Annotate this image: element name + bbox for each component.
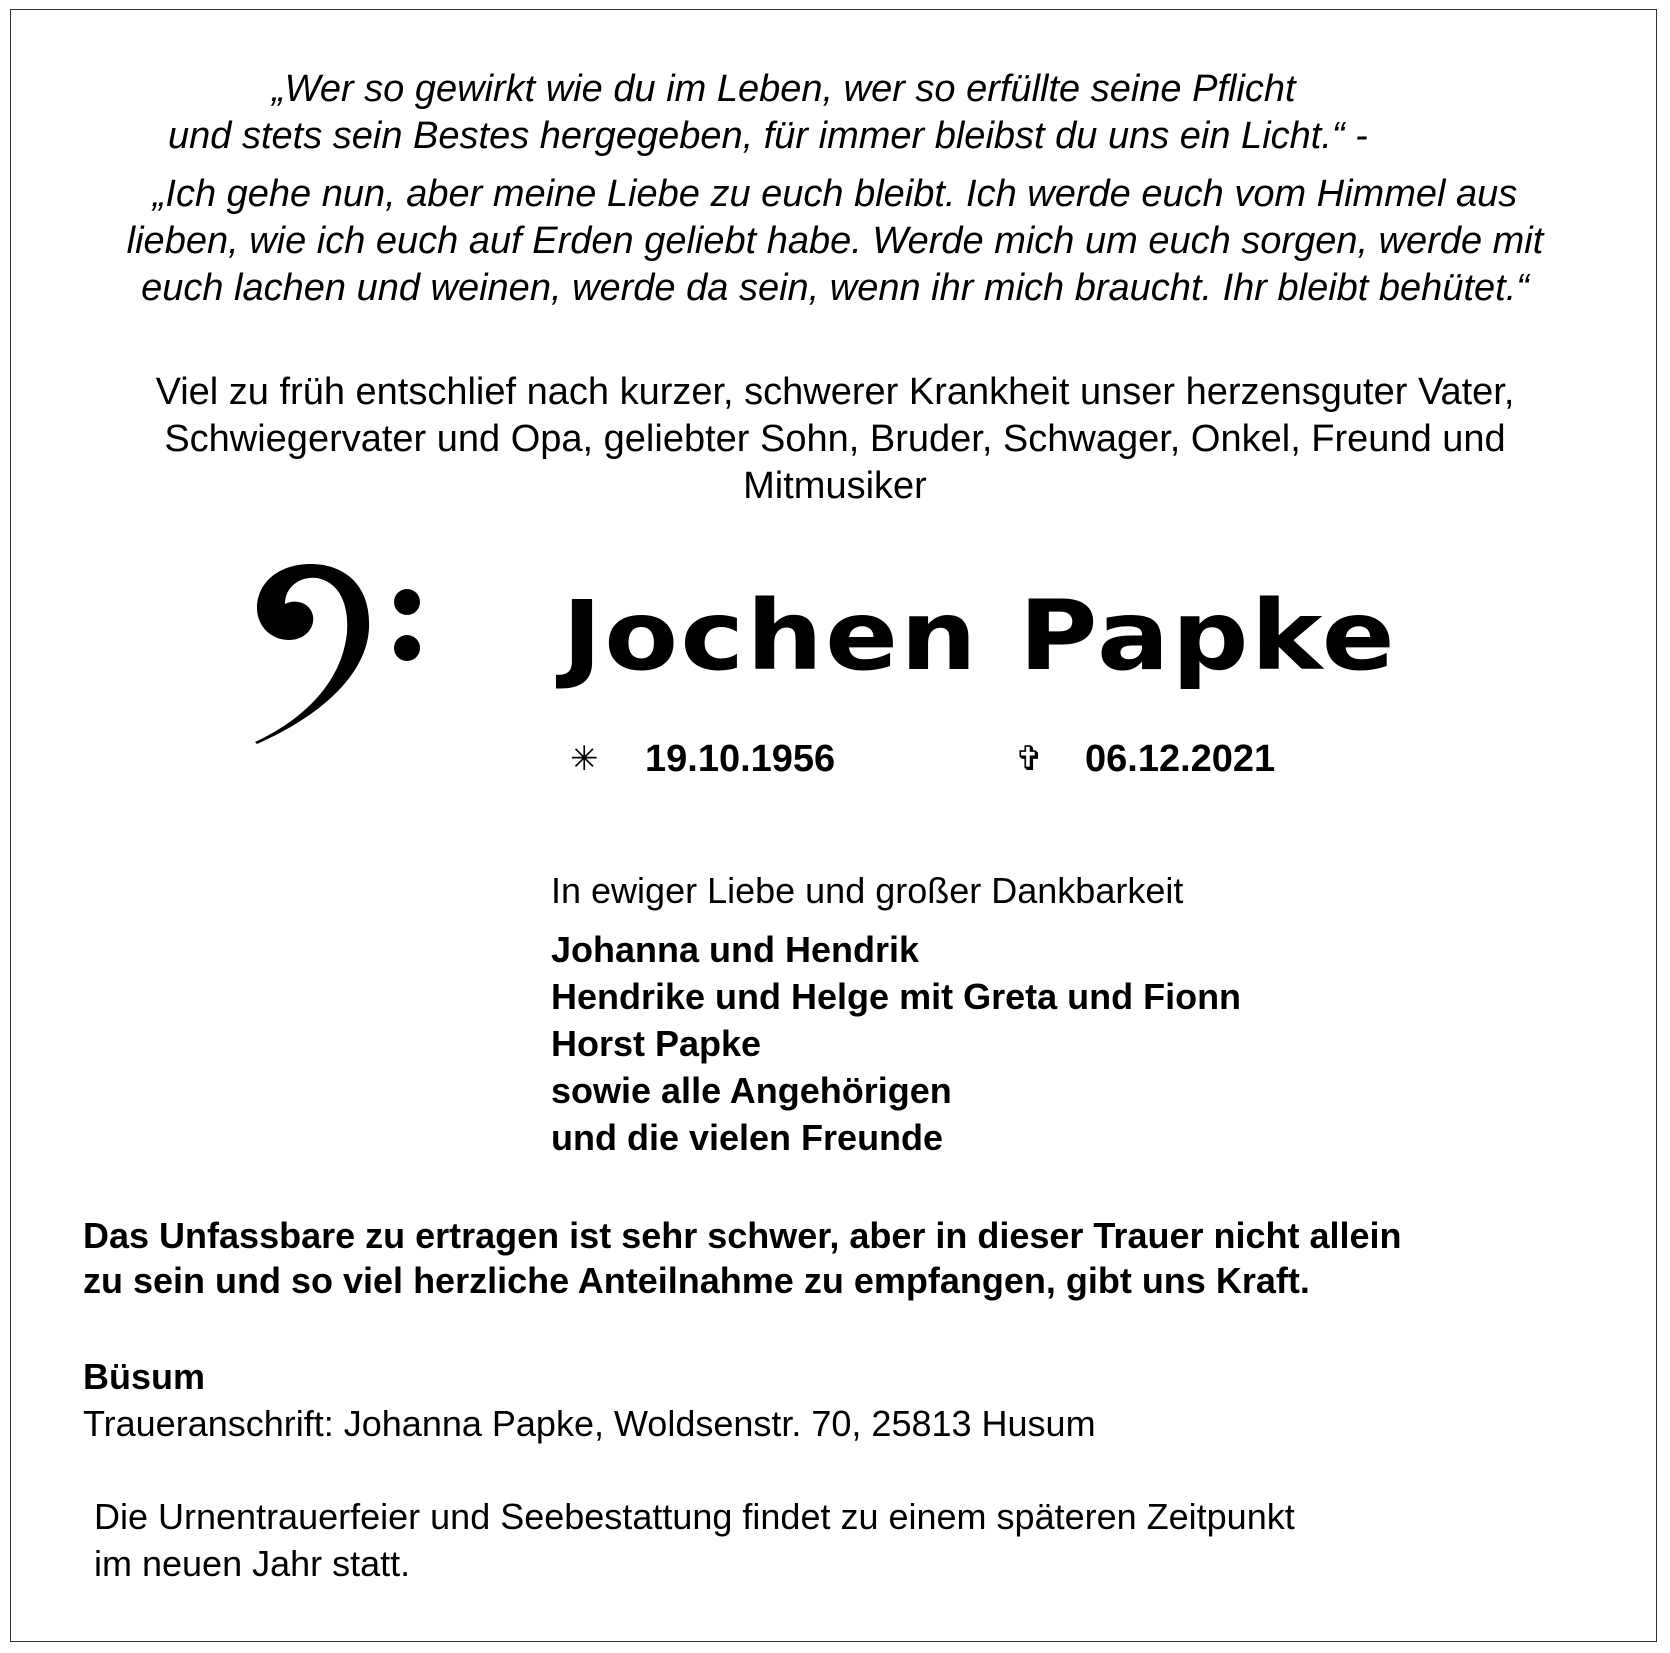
mourners-intro: In ewiger Liebe und großer Dankbarkeit (551, 870, 1184, 911)
location: Büsum (83, 1356, 206, 1397)
quote1-line1: „Wer so gewirkt wie du im Leben, wer so erfüllte seine Pflicht (272, 68, 1296, 110)
mourner-name: Hendrike und Helge mit Greta und Fionn (551, 976, 1242, 1017)
death-cross-icon: ✞ (1015, 740, 1044, 778)
thanks-line2: zu sein und so viel herzliche Anteilnahme zu empfangen, gibt uns Kraft. (83, 1260, 1310, 1301)
intro-line3: Mitmusiker (743, 465, 927, 507)
mourners-list (551, 926, 1241, 1161)
death-date: 06.12.2021 (1085, 738, 1276, 780)
quote1-line2: und stets sein Bestes hergegeben, für immer bleibst du uns ein Licht.“ - (168, 115, 1368, 157)
intro-line2: Schwiegervater und Opa, geliebter Sohn, Bruder, Schwager, Onkel, Freund und (164, 418, 1506, 460)
quote2-line2: lieben, wie ich euch auf Erden geliebt habe. Werde mich um euch sorgen, werde mit (126, 220, 1544, 262)
thanks-line1: Das Unfassbare zu ertragen ist sehr schwer, aber in dieser Trauer nicht allein (83, 1215, 1402, 1256)
quote2-line3: euch lachen und weinen, werde da sein, wenn ihr mich braucht. Ihr bleibt behütet.“ (141, 267, 1529, 309)
birth-star-icon: ✳ (570, 740, 599, 778)
deceased-name: Jochen Papke (562, 580, 1397, 692)
mourner-name: Johanna und Hendrik (551, 929, 920, 970)
ceremony-line2: im neuen Jahr statt. (94, 1543, 411, 1584)
intro-line1: Viel zu früh entschlief nach kurzer, schwerer Krankheit unser herzensguter Vater, (155, 371, 1515, 413)
mourning-address: Traueranschrift: Johanna Papke, Woldsenstr. 70, 25813 Husum (83, 1403, 1096, 1444)
mourner-name: und die vielen Freunde (551, 1117, 944, 1158)
birth-date: 19.10.1956 (645, 738, 836, 780)
quote2-line1: „Ich gehe nun, aber meine Liebe zu euch bleibt. Ich werde euch vom Himmel aus (152, 173, 1518, 215)
ceremony-line1: Die Urnentrauerfeier und Seebestattung findet zu einem späteren Zeitpunkt (94, 1496, 1295, 1537)
mourner-name: sowie alle Angehörigen (551, 1070, 952, 1111)
bass-clef-icon (245, 560, 425, 760)
mourner-name: Horst Papke (551, 1023, 762, 1064)
